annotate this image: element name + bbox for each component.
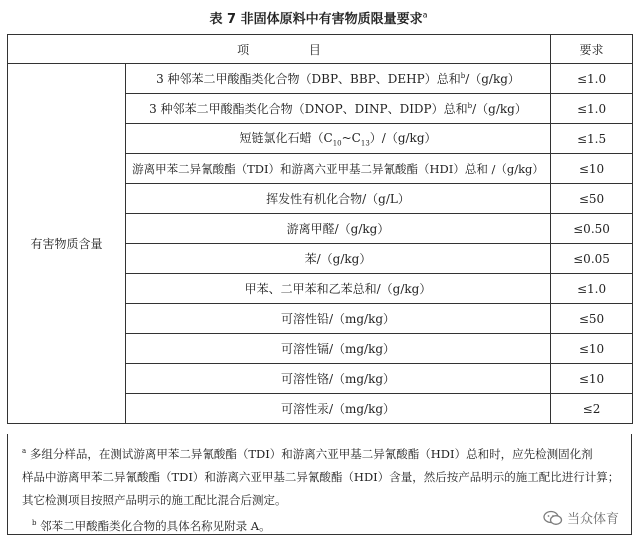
title-footnote-mark: a: [422, 10, 428, 20]
item-text-mid: ~C: [341, 131, 361, 146]
limit-cell: ≤1.5: [551, 124, 633, 154]
watermark-text: 当众体育: [566, 512, 619, 527]
limits-table: [7, 34, 633, 424]
item-cell: 可溶性汞/（mg/kg）: [126, 394, 551, 424]
item-cell: 可溶性镉/（mg/kg）: [126, 334, 551, 364]
limit-cell: ≤50: [551, 304, 633, 334]
item-cell: 甲苯、二甲苯和乙苯总和/（g/kg）: [126, 274, 551, 304]
item-text: 3 种邻苯二甲酸酯类化合物（DBP、BBP、DEHP）总和: [156, 72, 461, 86]
note-a-text: 其它检测项目按照产品明示的施工配比混合后测定。: [22, 492, 287, 507]
item-text: 短链氯化石蜡（C: [239, 131, 333, 146]
limit-cell: ≤1.0: [551, 64, 633, 94]
wechat-icon: [543, 510, 563, 526]
item-unit: ）/（g/kg）: [369, 131, 437, 146]
header-requirement: 要求: [551, 35, 633, 64]
limit-cell: ≤0.05: [551, 244, 633, 274]
item-text: 3 种邻苯二甲酸酯类化合物（DNOP、DINP、DIDP）总和: [149, 102, 468, 116]
note-a-line: [22, 440, 623, 466]
item-cell: 可溶性铅/（mg/kg）: [126, 304, 551, 334]
table-row: [8, 64, 633, 94]
footnote-mark: b: [460, 72, 466, 80]
table-notes: [7, 434, 632, 535]
limit-cell: ≤50: [551, 184, 633, 214]
item-cell: [126, 94, 551, 124]
item-cell: 可溶性铬/（mg/kg）: [126, 364, 551, 394]
subscript: 10: [332, 139, 342, 148]
limit-cell: ≤1.0: [551, 274, 633, 304]
item-cell: 苯/（g/kg）: [126, 244, 551, 274]
limit-cell: ≤1.0: [551, 94, 633, 124]
group-label: 有害物质含量: [8, 64, 126, 424]
footnote-mark: b: [467, 102, 473, 110]
header-item: [8, 35, 551, 64]
item-cell: 游离甲苯二异氰酸酯（TDI）和游离六亚甲基二异氰酸酯（HDI）总和 /（g/kg）: [126, 154, 551, 184]
subscript: 13: [360, 139, 370, 148]
table-header-row: [8, 35, 633, 64]
note-a-mark: a: [22, 447, 27, 455]
table-title-text: 表 7 非固体原料中有害物质限量要求: [209, 12, 423, 27]
note-b-text: 邻苯二甲酸酯类化合物的具体名称见附录 A。: [40, 518, 271, 533]
watermark: [543, 508, 619, 527]
note-b-line: [22, 512, 623, 538]
note-b-mark: b: [32, 518, 37, 527]
item-cell: [126, 124, 551, 154]
limit-cell: ≤10: [551, 334, 633, 364]
item-unit: /（g/kg）: [465, 72, 520, 86]
note-a-text: 多组分样品，在测试游离甲苯二异氰酸酯（TDI）和游离六亚甲基二异氰酸酯（HDI）总和时，应先检测固化剂: [29, 446, 593, 461]
item-unit: /（g/kg）: [472, 102, 527, 116]
item-cell: 挥发性有机化合物/（g/L）: [126, 184, 551, 214]
item-cell: [126, 64, 551, 94]
table-title: [0, 8, 637, 27]
limit-cell: ≤10: [551, 154, 633, 184]
header-item-label: 项 目: [237, 42, 349, 57]
limit-cell: ≤0.50: [551, 214, 633, 244]
note-a-line: [22, 466, 623, 489]
note-a-line: [22, 489, 623, 512]
item-cell: 游离甲醛/（g/kg）: [126, 214, 551, 244]
note-a-text: 样品中游离甲苯二异氰酸酯（TDI）和游离六亚甲基二异氰酸酯（HDI）含量，然后按产品明示的施工配比进行计算；: [22, 469, 620, 484]
limit-cell: ≤10: [551, 364, 633, 394]
limit-cell: ≤2: [551, 394, 633, 424]
